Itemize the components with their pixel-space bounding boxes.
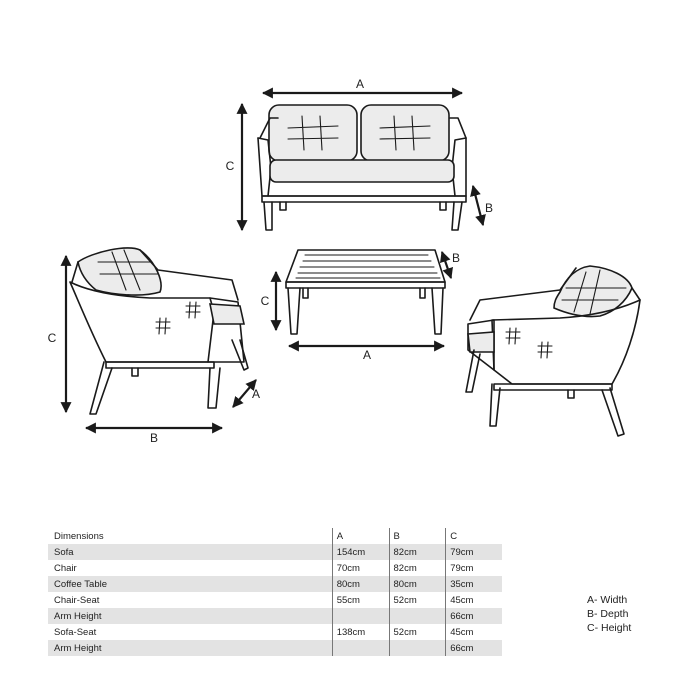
table-row (48, 560, 502, 576)
legend-height: C- Height (587, 622, 632, 634)
row-value-c: 45cm (446, 624, 502, 640)
row-value-a (332, 640, 389, 656)
row-value-a: 138cm (332, 624, 389, 640)
row-label: Chair-Seat (54, 594, 100, 606)
row-value-b: 82cm (389, 544, 446, 560)
row-value-c: 45cm (446, 592, 502, 608)
chair-width-label: B (149, 431, 159, 445)
row-value-a: 55cm (332, 592, 389, 608)
dimensions-table (48, 528, 502, 656)
right-chair-drawing (466, 266, 640, 436)
row-value-c: 35cm (446, 576, 502, 592)
row-value-b: 82cm (389, 560, 446, 576)
row-value-c: 66cm (446, 608, 502, 624)
row-value-b: 80cm (389, 576, 446, 592)
row-label: Coffee Table (48, 576, 332, 592)
table-width-label: A (362, 348, 372, 362)
sofa-drawing (258, 105, 466, 230)
row-label: Sofa (48, 544, 332, 560)
row-value-a: 80cm (332, 576, 389, 592)
table-row (48, 592, 502, 608)
table-row (48, 624, 502, 640)
row-label: Chair (54, 562, 77, 574)
header-a: A (332, 528, 389, 544)
coffee-table-drawing (286, 250, 445, 334)
header-dimensions: Dimensions (54, 530, 104, 542)
table-header-row (48, 528, 502, 544)
sofa-depth-arrow (473, 186, 483, 225)
sofa-width-label: A (355, 77, 365, 91)
row-value-b: 52cm (389, 592, 446, 608)
row-value-a: 154cm (332, 544, 389, 560)
table-height-label: C (260, 294, 270, 308)
table-depth-label: B (451, 251, 461, 265)
header-c: C (446, 528, 502, 544)
table-row (48, 608, 502, 624)
chair-depth-label: A (251, 387, 261, 401)
legend-width: A- Width (587, 594, 628, 606)
dimension-legend (587, 593, 631, 635)
left-chair-drawing (70, 248, 248, 414)
sofa-height-label: C (225, 159, 235, 173)
row-value-a (332, 608, 389, 624)
sofa-back-cushion-right (361, 105, 449, 161)
row-value-c: 79cm (446, 560, 502, 576)
table-row (48, 544, 502, 560)
row-value-b (389, 608, 446, 624)
table-row (48, 576, 502, 592)
header-b: B (389, 528, 446, 544)
row-value-b: 52cm (389, 624, 446, 640)
row-value-c: 66cm (446, 640, 502, 656)
row-value-b (389, 640, 446, 656)
row-label: Sofa-Seat (54, 626, 97, 638)
row-value-a: 70cm (332, 560, 389, 576)
row-value-c: 79cm (446, 544, 502, 560)
chair-height-label: C (47, 331, 57, 345)
row-label: Arm Height (48, 608, 332, 624)
row-label: Arm Height (48, 640, 332, 656)
sofa-depth-label: B (484, 201, 494, 215)
sofa-back-cushion-left (269, 105, 357, 161)
table-row (48, 640, 502, 656)
legend-depth: B- Depth (587, 608, 629, 620)
sofa-seat-cushion (270, 160, 454, 182)
